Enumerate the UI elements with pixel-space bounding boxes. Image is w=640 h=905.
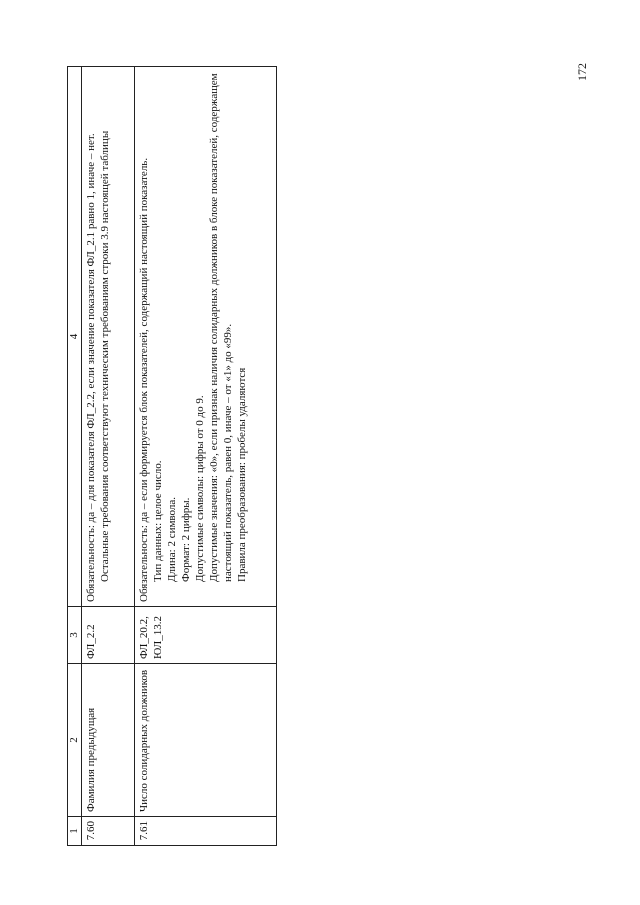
requirement-line: Обязательность: да – для показателя ФЛ_2.2, если значение показателя ФЛ_2.1 равно 1, иначе – нет.	[85, 133, 97, 602]
table-header-row	[68, 67, 82, 846]
table-row	[82, 67, 135, 846]
header-cell-1: 1	[68, 817, 82, 846]
requirements-table	[67, 66, 277, 846]
requirement-line: Допустимые символы: цифры от 0 до 9.	[194, 395, 206, 582]
requirement-line: Формат: 2 цифры.	[180, 497, 192, 582]
requirement-line: Правила преобразования: пробелы удаляются	[236, 367, 248, 582]
row-number: 7.60	[82, 817, 135, 846]
table-row	[135, 67, 277, 846]
requirement-line: Обязательность: да – если формируется блок показателей, содержащий настоящий показатель.	[138, 157, 150, 602]
header-cell-2: 2	[68, 664, 82, 817]
indicator-code: ФЛ_2.2	[82, 607, 135, 664]
requirement-line: Длина: 2 символа.	[166, 496, 178, 582]
header-cell-3: 3	[68, 607, 82, 664]
page-number: 172	[575, 63, 589, 81]
requirement-line: Остальные требования соответствуют техническим требованиям строки 3.9 настоящей таблицы	[99, 130, 111, 582]
rotated-table-wrapper	[67, 66, 277, 846]
requirement-line: Допустимые значения: «0», если признак наличия солидарных должников в блоке показателей, содержащем настоящий показатель, равен 0, иначе – от «1» до «99».	[208, 73, 234, 582]
indicator-code: ФЛ_20.2, ЮЛ_13.2	[135, 607, 277, 664]
indicator-name: Число солидарных должников	[135, 664, 277, 817]
header-cell-4: 4	[68, 67, 82, 607]
requirement-line: Тип данных: целое число.	[152, 460, 164, 582]
requirements-cell	[135, 67, 277, 607]
requirements-cell	[82, 67, 135, 607]
row-number: 7.61	[135, 817, 277, 846]
indicator-name: Фамилия предыдущая	[82, 664, 135, 817]
